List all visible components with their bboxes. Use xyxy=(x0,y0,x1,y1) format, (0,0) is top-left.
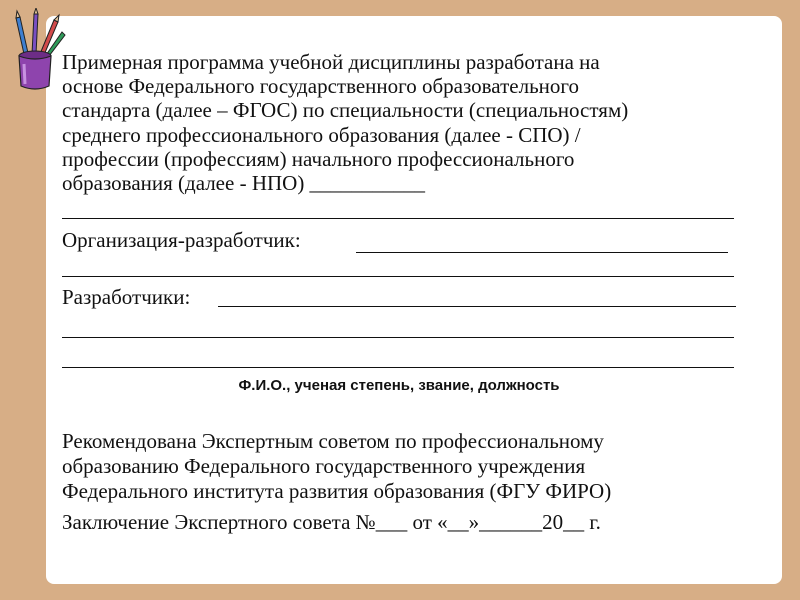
recommendation-line: Рекомендована Экспертным советом по профессиональному xyxy=(62,429,604,453)
intro-line: Примерная программа учебной дисциплины разработана на xyxy=(62,50,600,74)
intro-line: основе Федерального государственного образовательного xyxy=(62,74,579,98)
developers-blank-line xyxy=(218,306,736,307)
organization-label: Организация-разработчик: xyxy=(62,228,301,252)
blank-line xyxy=(62,367,734,368)
intro-line: образования (далее - НПО) ___________ xyxy=(62,171,426,195)
recommendation-line: Федерального института развития образования (ФГУ ФИРО) xyxy=(62,479,612,503)
pencil-cup-icon xyxy=(10,8,66,92)
intro-line: профессии (профессиям) начального профессионального xyxy=(62,147,575,171)
blank-line xyxy=(62,218,734,219)
intro-line: среднего профессионального образования (далее - СПО) / xyxy=(62,123,581,147)
intro-line: стандарта (далее – ФГОС) по специальности (специальностям) xyxy=(62,98,629,122)
fio-caption: Ф.И.О., ученая степень, звание, должность xyxy=(238,377,560,394)
blank-line xyxy=(62,276,734,277)
recommendation-line: образованию Федерального государственного учреждения xyxy=(62,454,586,478)
organization-blank-line xyxy=(356,252,728,253)
blank-line xyxy=(62,337,734,338)
developers-label: Разработчики: xyxy=(62,285,191,309)
conclusion-line: Заключение Экспертного совета №___ от «__»______20__ г. xyxy=(62,510,601,534)
